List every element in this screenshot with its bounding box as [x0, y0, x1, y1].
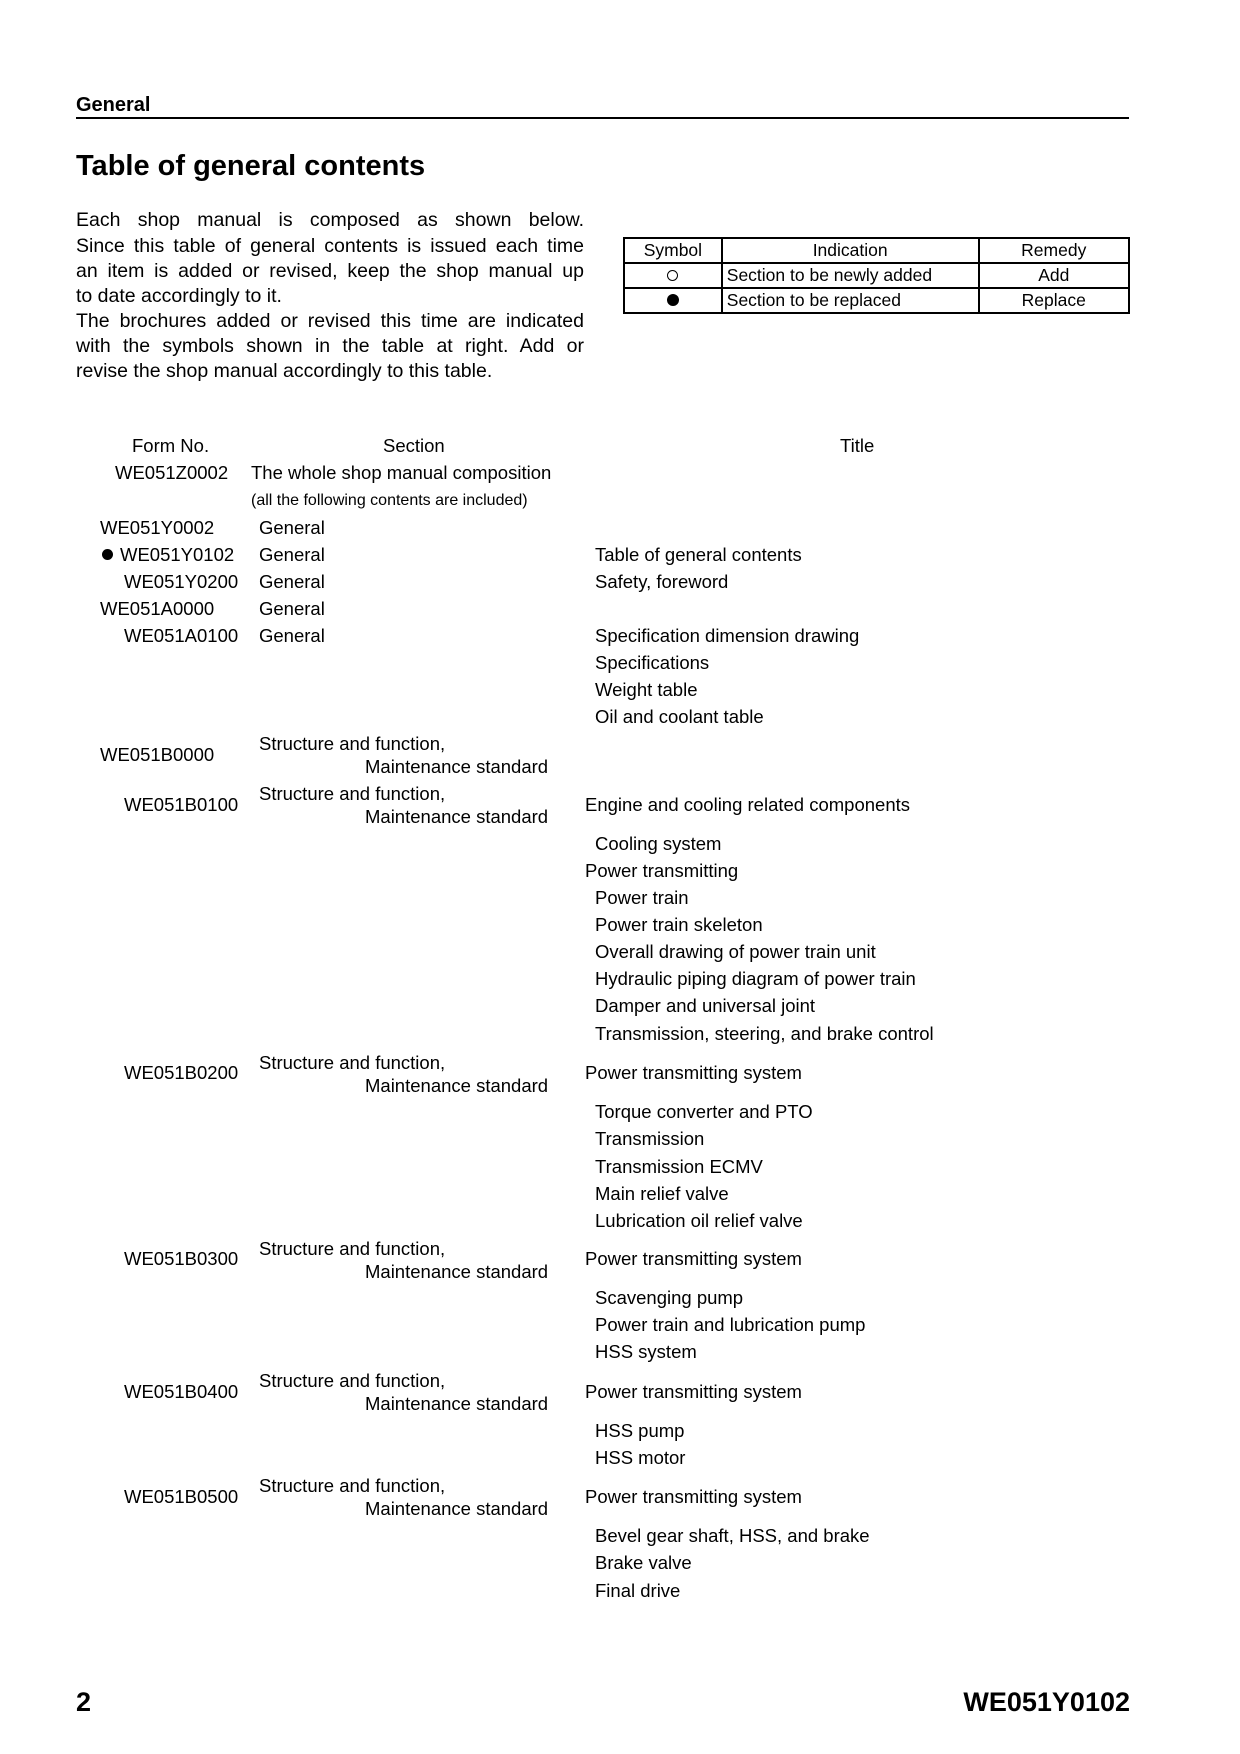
- intro-line: with the symbols shown in the table at right. Add or: [76, 335, 584, 357]
- column-header-title: Title: [840, 435, 875, 456]
- filled-circle-icon: [667, 294, 679, 306]
- legend-symbol-cell: [624, 288, 722, 313]
- title-item: Hydraulic piping diagram of power train: [595, 968, 916, 989]
- form-number: WE051B0000: [100, 744, 215, 765]
- symbol-legend-table: [623, 237, 1130, 314]
- title-item: Cooling system: [595, 833, 722, 854]
- title-item: Scavenging pump: [595, 1287, 744, 1308]
- title-item: Main relief valve: [595, 1183, 729, 1204]
- form-number: WE051Y0200: [124, 571, 239, 592]
- title-item: HSS motor: [595, 1447, 686, 1468]
- title-item: Final drive: [595, 1580, 681, 1601]
- form-number-marked: [102, 544, 234, 566]
- legend-header-indication: Indication: [722, 238, 979, 263]
- section-name-continued: Maintenance standard: [365, 1261, 549, 1282]
- title-group: Power transmitting system: [585, 1062, 802, 1083]
- column-header-form-no: Form No.: [132, 435, 210, 456]
- section-name: Structure and function,: [259, 733, 446, 754]
- title-item: Overall drawing of power train unit: [595, 941, 876, 962]
- title-item: Power train: [595, 887, 689, 908]
- section-name: Structure and function,: [259, 1370, 446, 1391]
- section-name: General: [259, 544, 325, 565]
- legend-header-row: [624, 238, 1129, 263]
- title-group: Power transmitting system: [585, 1486, 802, 1507]
- title-item: Lubrication oil relief valve: [595, 1210, 803, 1231]
- intro-line: The brochures added or revised this time are indicated: [76, 310, 584, 332]
- title-item: HSS system: [595, 1341, 697, 1362]
- form-number: WE051B0400: [124, 1381, 239, 1402]
- title-item: Specifications: [595, 652, 710, 673]
- legend-row: [624, 288, 1129, 313]
- legend-indication: Section to be newly added: [722, 263, 979, 288]
- title-item: Transmission: [595, 1128, 705, 1149]
- legend-indication: Section to be replaced: [722, 288, 979, 313]
- legend-remedy: Replace: [979, 288, 1129, 313]
- section-note: (all the following contents are included): [251, 492, 528, 509]
- section-name: The whole shop manual composition: [251, 462, 552, 483]
- title-item: Transmission, steering, and brake control: [595, 1023, 934, 1044]
- intro-line: revise the shop manual accordingly to this table.: [76, 360, 493, 382]
- section-name-continued: Maintenance standard: [365, 806, 549, 827]
- section-name-continued: Maintenance standard: [365, 1075, 549, 1096]
- title-item: Damper and universal joint: [595, 995, 816, 1016]
- title-item: Power train skeleton: [595, 914, 763, 935]
- form-number: WE051B0500: [124, 1486, 239, 1507]
- title-item: Weight table: [595, 679, 698, 700]
- form-number: WE051B0300: [124, 1248, 239, 1269]
- form-number: WE051B0200: [124, 1062, 239, 1083]
- form-number: WE051Z0002: [115, 462, 229, 483]
- intro-line: Since this table of general contents is issued each time: [76, 235, 584, 257]
- legend-symbol-cell: [624, 263, 722, 288]
- title-group: Engine and cooling related components: [585, 794, 911, 815]
- title-group: Power transmitting system: [585, 1248, 802, 1269]
- section-name: General: [259, 517, 325, 538]
- form-number: WE051Y0002: [100, 517, 215, 538]
- section-name: General: [259, 571, 325, 592]
- legend-header-remedy: Remedy: [979, 238, 1129, 263]
- section-name: Structure and function,: [259, 1052, 446, 1073]
- legend-header-symbol: Symbol: [624, 238, 722, 263]
- legend-row: [624, 263, 1129, 288]
- intro-line: Each shop manual is composed as shown below.: [76, 209, 584, 231]
- title-item: Table of general contents: [595, 544, 802, 565]
- title-group: Power transmitting: [585, 860, 739, 881]
- title-item: Safety, foreword: [595, 571, 729, 592]
- form-number: WE051A0100: [124, 625, 239, 646]
- section-name: General: [259, 598, 325, 619]
- section-name: General: [259, 625, 325, 646]
- section-name-continued: Maintenance standard: [365, 1498, 549, 1519]
- section-name-continued: Maintenance standard: [365, 756, 549, 777]
- filled-circle-icon: [102, 549, 113, 560]
- page-title: Table of general contents: [76, 150, 426, 182]
- title-item: Brake valve: [595, 1552, 692, 1573]
- section-name: Structure and function,: [259, 1238, 446, 1259]
- title-item: Transmission ECMV: [595, 1156, 763, 1177]
- open-circle-icon: [667, 270, 678, 281]
- title-item: Power train and lubrication pump: [595, 1314, 866, 1335]
- header-rule: [76, 117, 1129, 119]
- intro-line: to date accordingly to it.: [76, 285, 282, 307]
- form-number: WE051B0100: [124, 794, 239, 815]
- column-header-section: Section: [383, 435, 445, 456]
- legend-remedy: Add: [979, 263, 1129, 288]
- section-name: Structure and function,: [259, 1475, 446, 1496]
- intro-line: an item is added or revised, keep the shop manual up: [76, 260, 584, 282]
- title-item: Torque converter and PTO: [595, 1101, 813, 1122]
- form-number: WE051A0000: [100, 598, 215, 619]
- running-header: General: [76, 94, 151, 116]
- title-item: Oil and coolant table: [595, 706, 764, 727]
- section-name-continued: Maintenance standard: [365, 1393, 549, 1414]
- section-name: Structure and function,: [259, 783, 446, 804]
- title-item: Bevel gear shaft, HSS, and brake: [595, 1525, 870, 1546]
- page-number: 2: [76, 1687, 92, 1717]
- title-item: HSS pump: [595, 1420, 685, 1441]
- title-group: Power transmitting system: [585, 1381, 802, 1402]
- title-item: Specification dimension drawing: [595, 625, 860, 646]
- document-code: WE051Y0102: [963, 1687, 1130, 1717]
- form-number: WE051Y0102: [120, 544, 235, 565]
